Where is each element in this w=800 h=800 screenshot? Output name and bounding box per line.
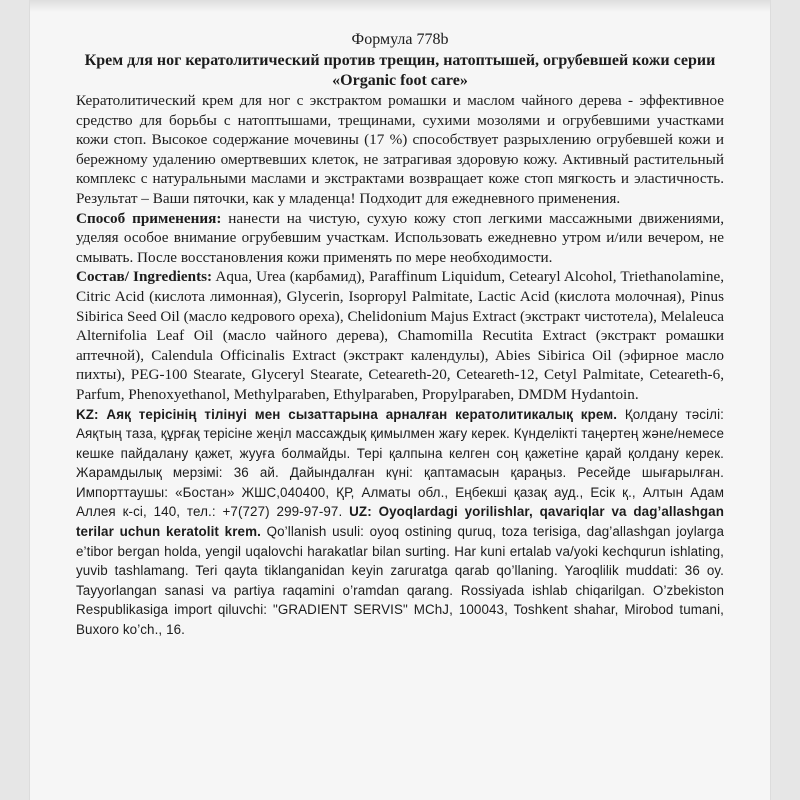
usage-label: Способ применения: — [76, 209, 222, 227]
ingredients-label: Состав/ Ingredients: — [76, 268, 213, 286]
ingredients-text: Aqua, Urea (карбамид), Paraffinum Liquidum, Cetearyl Alcohol, Triethanolamine, Citric Acid (кислота лимонная), Glycerin, Isopropyl Palmitate, Lactic Acid (кислота молочная), Pinus Sibirica Seed Oil (масло кедрового ореха), Chelidonium Majus Extract (экстракт чистотела), Melaleuca Alternifolia Leaf Oil (масло чайного дерева), Chamomilla Recutita Extract (экстракт ромашки аптечной), Calendula Officinalis Extract (экстракт календулы), Abies Sibirica Oil (эфирное масло пихты), PEG-100 Stearate, Glyceryl Stearate, Ceteareth-20, Ceteareth-12, Cetyl Palmitate, Ceteareth-6, Parfum, Phenoxyethanol, Methylparaben, Ethylparaben, Propylparaben, DMDM Hydantoin. — [76, 268, 724, 403]
product-title: Крем для ног кератолитический против трещин, натоптышей, огрубевшей кожи серии «Organic foot care» — [84, 52, 716, 89]
ingredients-section — [76, 267, 724, 404]
product-description: Кератолитический крем для ног с экстрактом ромашки и маслом чайного дерева - эффективное средство для борьбы с натоптышами, трещинами, сухими мозолями и огрубевшими участками кожи стоп. Высокое содержание мочевины (17 %) способствует разрыхлению огрубевшей кожи и бережному удалению омертвевших клеток, не затрагивая здоровую кожу. Активный растительный комплекс с натуральными маслами и экстрактами возвращает коже стоп мягкость и эластичность. Результат – Ваши пяточки, как у младенца! Подходит для ежедневного применения. — [76, 92, 724, 207]
uz-text: Qo’llanish usuli: oyoq ostining quruq, toza terisiga, dag’allashgan joylarga e’tibor bergan holda, yengil uqalovchi harakatlar bilan surting. Har kuni ertalab va/yoki kechqurun ishlating, yuvib tashlamang. Teri qayta tiklanganidan keyin zaruratga qarab qo’llaning. Yaroqlilik muddati: 36 oy. Tayyorlangan sanasi va partiya raqamini o’ramdan qarang. Rossiyada ishlab chiqarilgan. O’zbekiston Respublikasiga import qiluvchi: "GRADIENT SERVIS" MChJ, 100043, Toshkent shahar, Mirobod tumani, Buxoro ko’ch., 16. — [76, 524, 724, 638]
usage-text: нанести на чистую, сухую кожу стоп легкими массажными движениями, уделяя особое внимание огрубевшим участкам. Использовать ежедневно утром и/или вечером, не смывать. После восстановления кожи применять по мере необходимости. — [76, 209, 725, 266]
uz-label: UZ: Oyoqlardagi yorilishlar, qavariqlar va dag’allashgan terilar uchun keratolit krem. — [76, 504, 724, 540]
usage-section — [76, 209, 724, 268]
kz-label: KZ: Аяқ терісінің тілінуі мен сызаттарына арналған кератолитикалық крем. — [76, 406, 618, 422]
formula-number: Формула 778b — [351, 31, 449, 48]
label-text — [76, 30, 724, 640]
label-top-edge — [30, 0, 770, 12]
kz-text: Қолдану тәсілі: Аяқтың таза, құрғақ терісіне жеңіл массаждық қимылмен жағу керек. Күнделікті таңертең және/немесе кешке пайдалану қажет, жууға болмайды. Тері қалпына келген соң қажетіне қарай қолдану керек. Жарамдылық мерзімі: 36 ай. Дайындалған күні: қаптамасын қараңыз. Ресейде шығарылған. Импорттаушы: «Бостан» ЖШС,040400, ҚР, Алматы обл., Еңбекші қазақ ауд., Есік қ., Алтын Адам Аллея к-сі, 140, тел.: +7(727) 299-97-97. — [76, 406, 724, 520]
kz-section — [76, 405, 724, 640]
